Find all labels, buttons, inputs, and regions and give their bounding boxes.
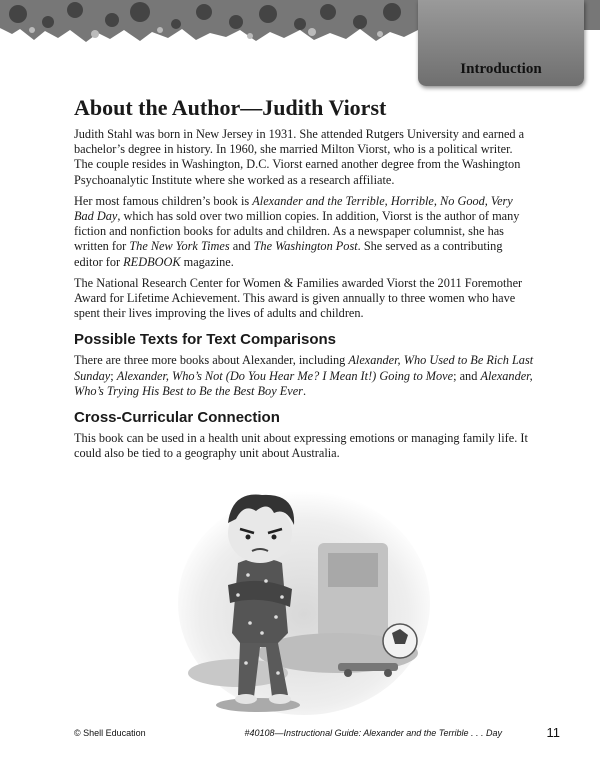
book-title: Alexander, Who Used to Be Rich Last Sunday — [74, 353, 534, 383]
section-tab — [418, 0, 584, 86]
texts-paragraph — [74, 353, 534, 399]
cross-paragraph: This book can be used in a health unit about expressing emotions or managing family life. It could also be tied to a geography unit about Australia. — [74, 431, 528, 461]
book-title: Alexander, Who’s Not (Do You Hear Me? I Mean It!) Going to Move — [116, 368, 454, 383]
bio-paragraph-2 — [74, 194, 534, 270]
texts-heading: Possible Texts for Text Comparisons — [74, 331, 337, 349]
section-tab-label: Introduction — [460, 61, 542, 77]
bio-text: Her most famous children’s book is — [74, 193, 253, 208]
bio-text: . She served as a contributing editor for — [74, 239, 503, 269]
main-content — [74, 95, 534, 467]
page-title: About the Author—Judith Viorst — [74, 95, 387, 120]
publication-title: The New York Times — [129, 239, 230, 254]
bio-text: magazine. — [180, 254, 234, 269]
bio-text: , which has sold over two million copies. In addition, Viorst is the author of many fiction and nonfiction books for adults and children. As a newspaper columnist, she has written for — [74, 209, 520, 254]
bio-paragraph-3: The National Research Center for Women & Families awarded Viorst the 2011 Foremother Award for Lifetime Achievement. This award is given annually to three women who have spent their lives improving the lives of adults and children. — [74, 275, 523, 321]
texts-text: ; and — [453, 368, 481, 383]
publication-title: REDBOOK — [123, 254, 181, 269]
footer-copyright: © Shell Education — [74, 728, 146, 738]
texts-text: . — [302, 383, 307, 398]
bio-paragraph-1: Judith Stahl was born in New Jersey in 1931. She attended Rutgers University and earned a bachelor’s degree in history. In 1960, she married Milton Viorst, who is a political writer. The couple resides in Washington, D.C. Viorst earned another degree from the Washington Psychoanalytic Institute where she worked as a research affiliate. — [74, 127, 525, 187]
book-title: Alexander, Who’s Trying His Best to Be the Best Boy Ever — [74, 368, 533, 398]
bio-text: and — [229, 239, 254, 254]
publication-title: The Washington Post — [253, 239, 358, 254]
boy-with-crossed-arms-image — [178, 483, 430, 715]
page-number: 11 — [546, 725, 560, 740]
alexander-illustration — [178, 483, 430, 715]
texts-text: ; — [110, 368, 117, 383]
page-footer — [74, 726, 560, 742]
cross-heading: Cross-Curricular Connection — [74, 409, 280, 427]
texts-text: There are three more books about Alexander, including — [74, 353, 349, 368]
book-title: Alexander and the Terrible, Horrible, No Good, Very Bad Day — [74, 193, 513, 224]
footer-guide-title: #40108—Instructional Guide: Alexander and the Terrible . . . Day — [244, 728, 502, 738]
